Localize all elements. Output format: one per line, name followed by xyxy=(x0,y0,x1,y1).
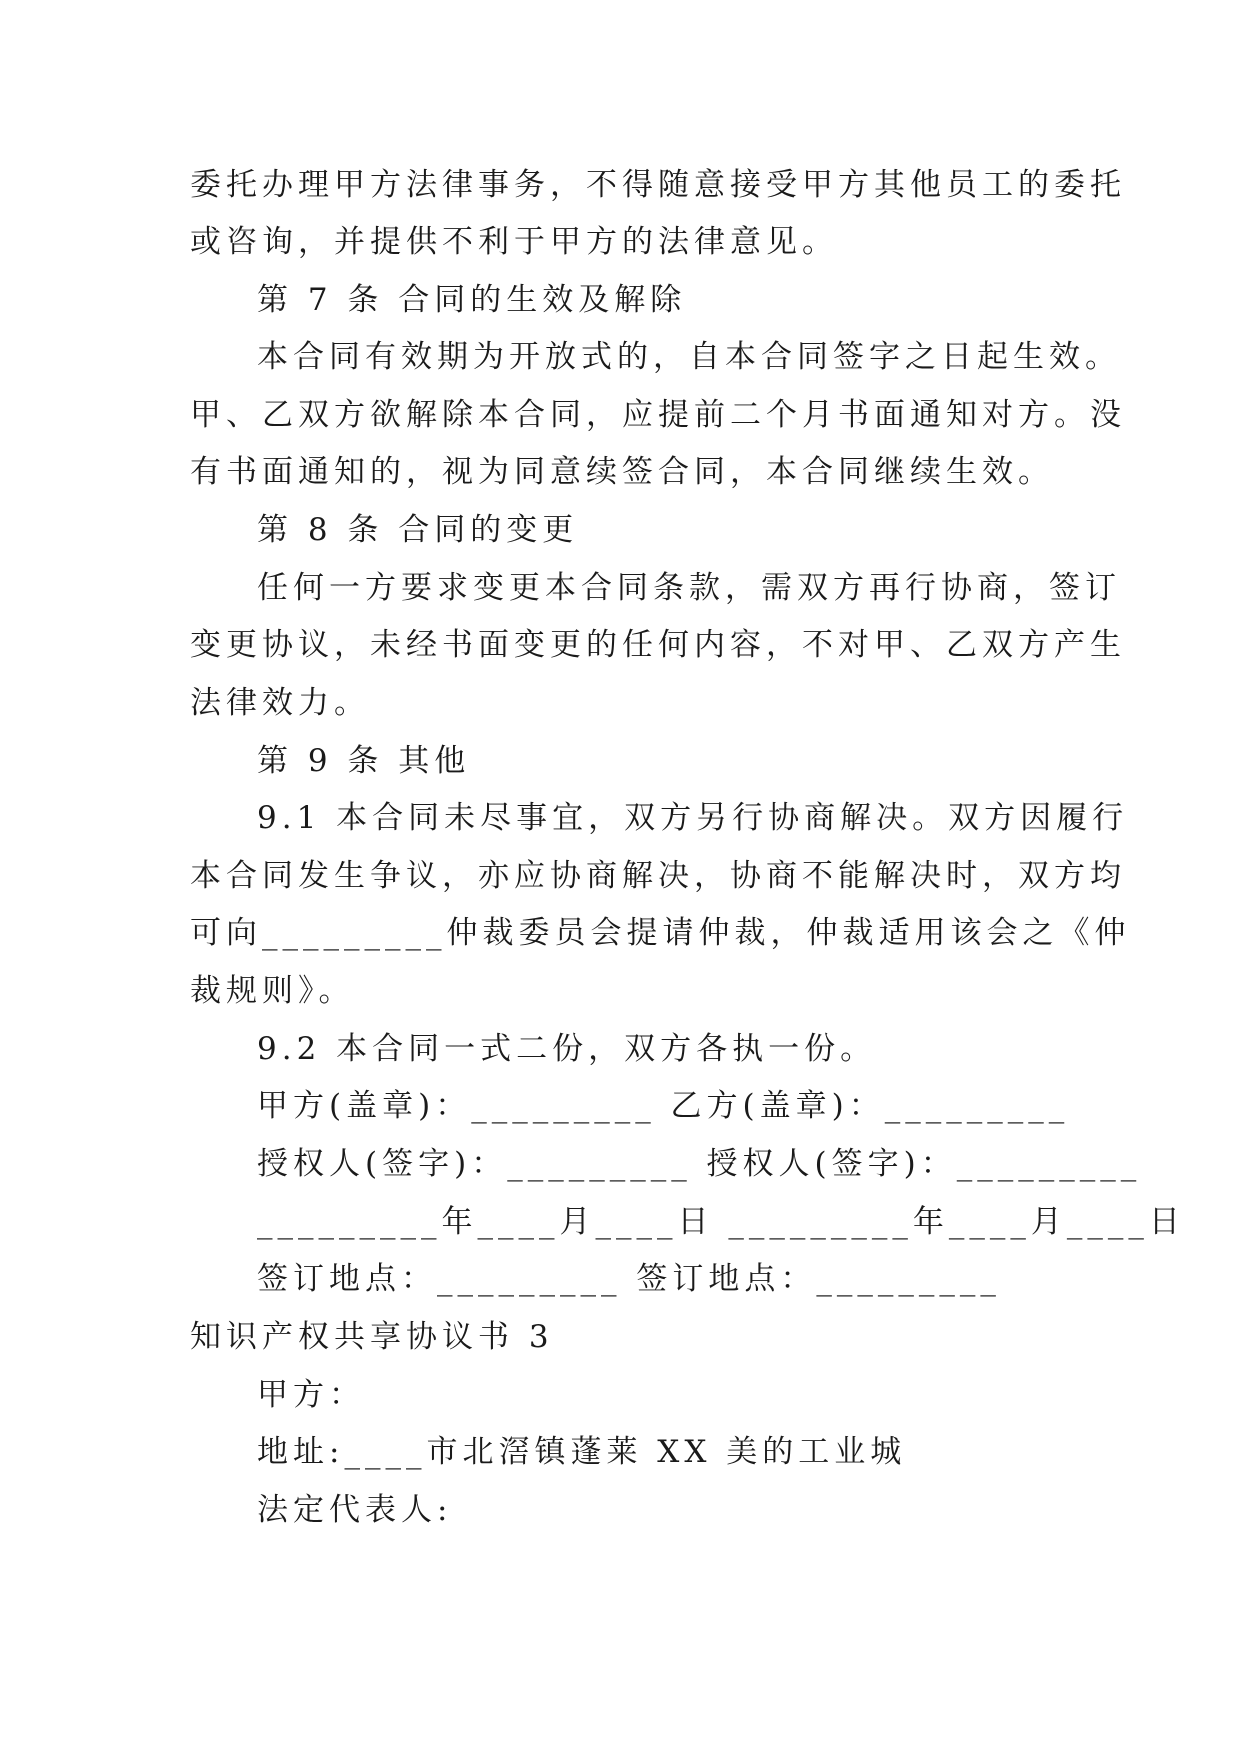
paragraph-line: 裁规则》。 xyxy=(190,973,355,1009)
paragraph-line: 委托办理甲方法律事务，不得随意接受甲方其他员工的委托 xyxy=(190,167,1126,203)
signature-line-seal: 甲方(盖章)：_________ 乙方(盖章)：_________ xyxy=(257,1088,1070,1124)
paragraph-line: 本合同发生争议，亦应协商解决，协商不能解决时，双方均 xyxy=(190,858,1126,894)
signature-line-place: 签订地点：_________ 签订地点：_________ xyxy=(257,1261,1001,1297)
section-heading-8: 第 8 条 合同的变更 xyxy=(257,512,579,548)
paragraph-line: 甲、乙双方欲解除本合同，应提前二个月书面通知对方。没 xyxy=(190,397,1126,433)
signature-line-date: _________年____月____日 _________年____月____日 xyxy=(257,1204,1185,1240)
address-line: 地址:____市北滘镇蓬莱 XX 美的工业城 xyxy=(257,1434,907,1470)
paragraph-line: 变更协议，未经书面变更的任何内容，不对甲、乙双方产生 xyxy=(190,627,1126,663)
paragraph-line: 有书面通知的，视为同意续签合同，本合同继续生效。 xyxy=(190,454,1054,490)
paragraph-line: 法律效力。 xyxy=(190,685,370,721)
section-heading-9: 第 9 条 其他 xyxy=(257,743,471,779)
document-title: 知识产权共享协议书 3 xyxy=(190,1319,554,1355)
section-heading-7: 第 7 条 合同的生效及解除 xyxy=(257,282,687,318)
paragraph-line: 或咨询，并提供不利于甲方的法律意见。 xyxy=(190,224,838,260)
party-a-label: 甲方： xyxy=(257,1377,365,1413)
paragraph-line: 可向_________仲裁委员会提请仲裁，仲裁适用该会之《仲 xyxy=(190,915,1131,951)
legal-representative-line: 法定代表人: xyxy=(257,1492,453,1528)
paragraph-line: 9.1 本合同未尽事宜，双方另行协商解决。双方因履行 xyxy=(257,800,1129,836)
paragraph-line: 本合同有效期为开放式的，自本合同签字之日起生效。 xyxy=(257,339,1121,375)
paragraph-line: 9.2 本合同一式二份，双方各执一份。 xyxy=(257,1031,877,1067)
signature-line-authorized: 授权人(签字)：_________ 授权人(签字)：_________ xyxy=(257,1146,1142,1182)
paragraph-line: 任何一方要求变更本合同条款，需双方再行协商，签订 xyxy=(257,570,1121,606)
